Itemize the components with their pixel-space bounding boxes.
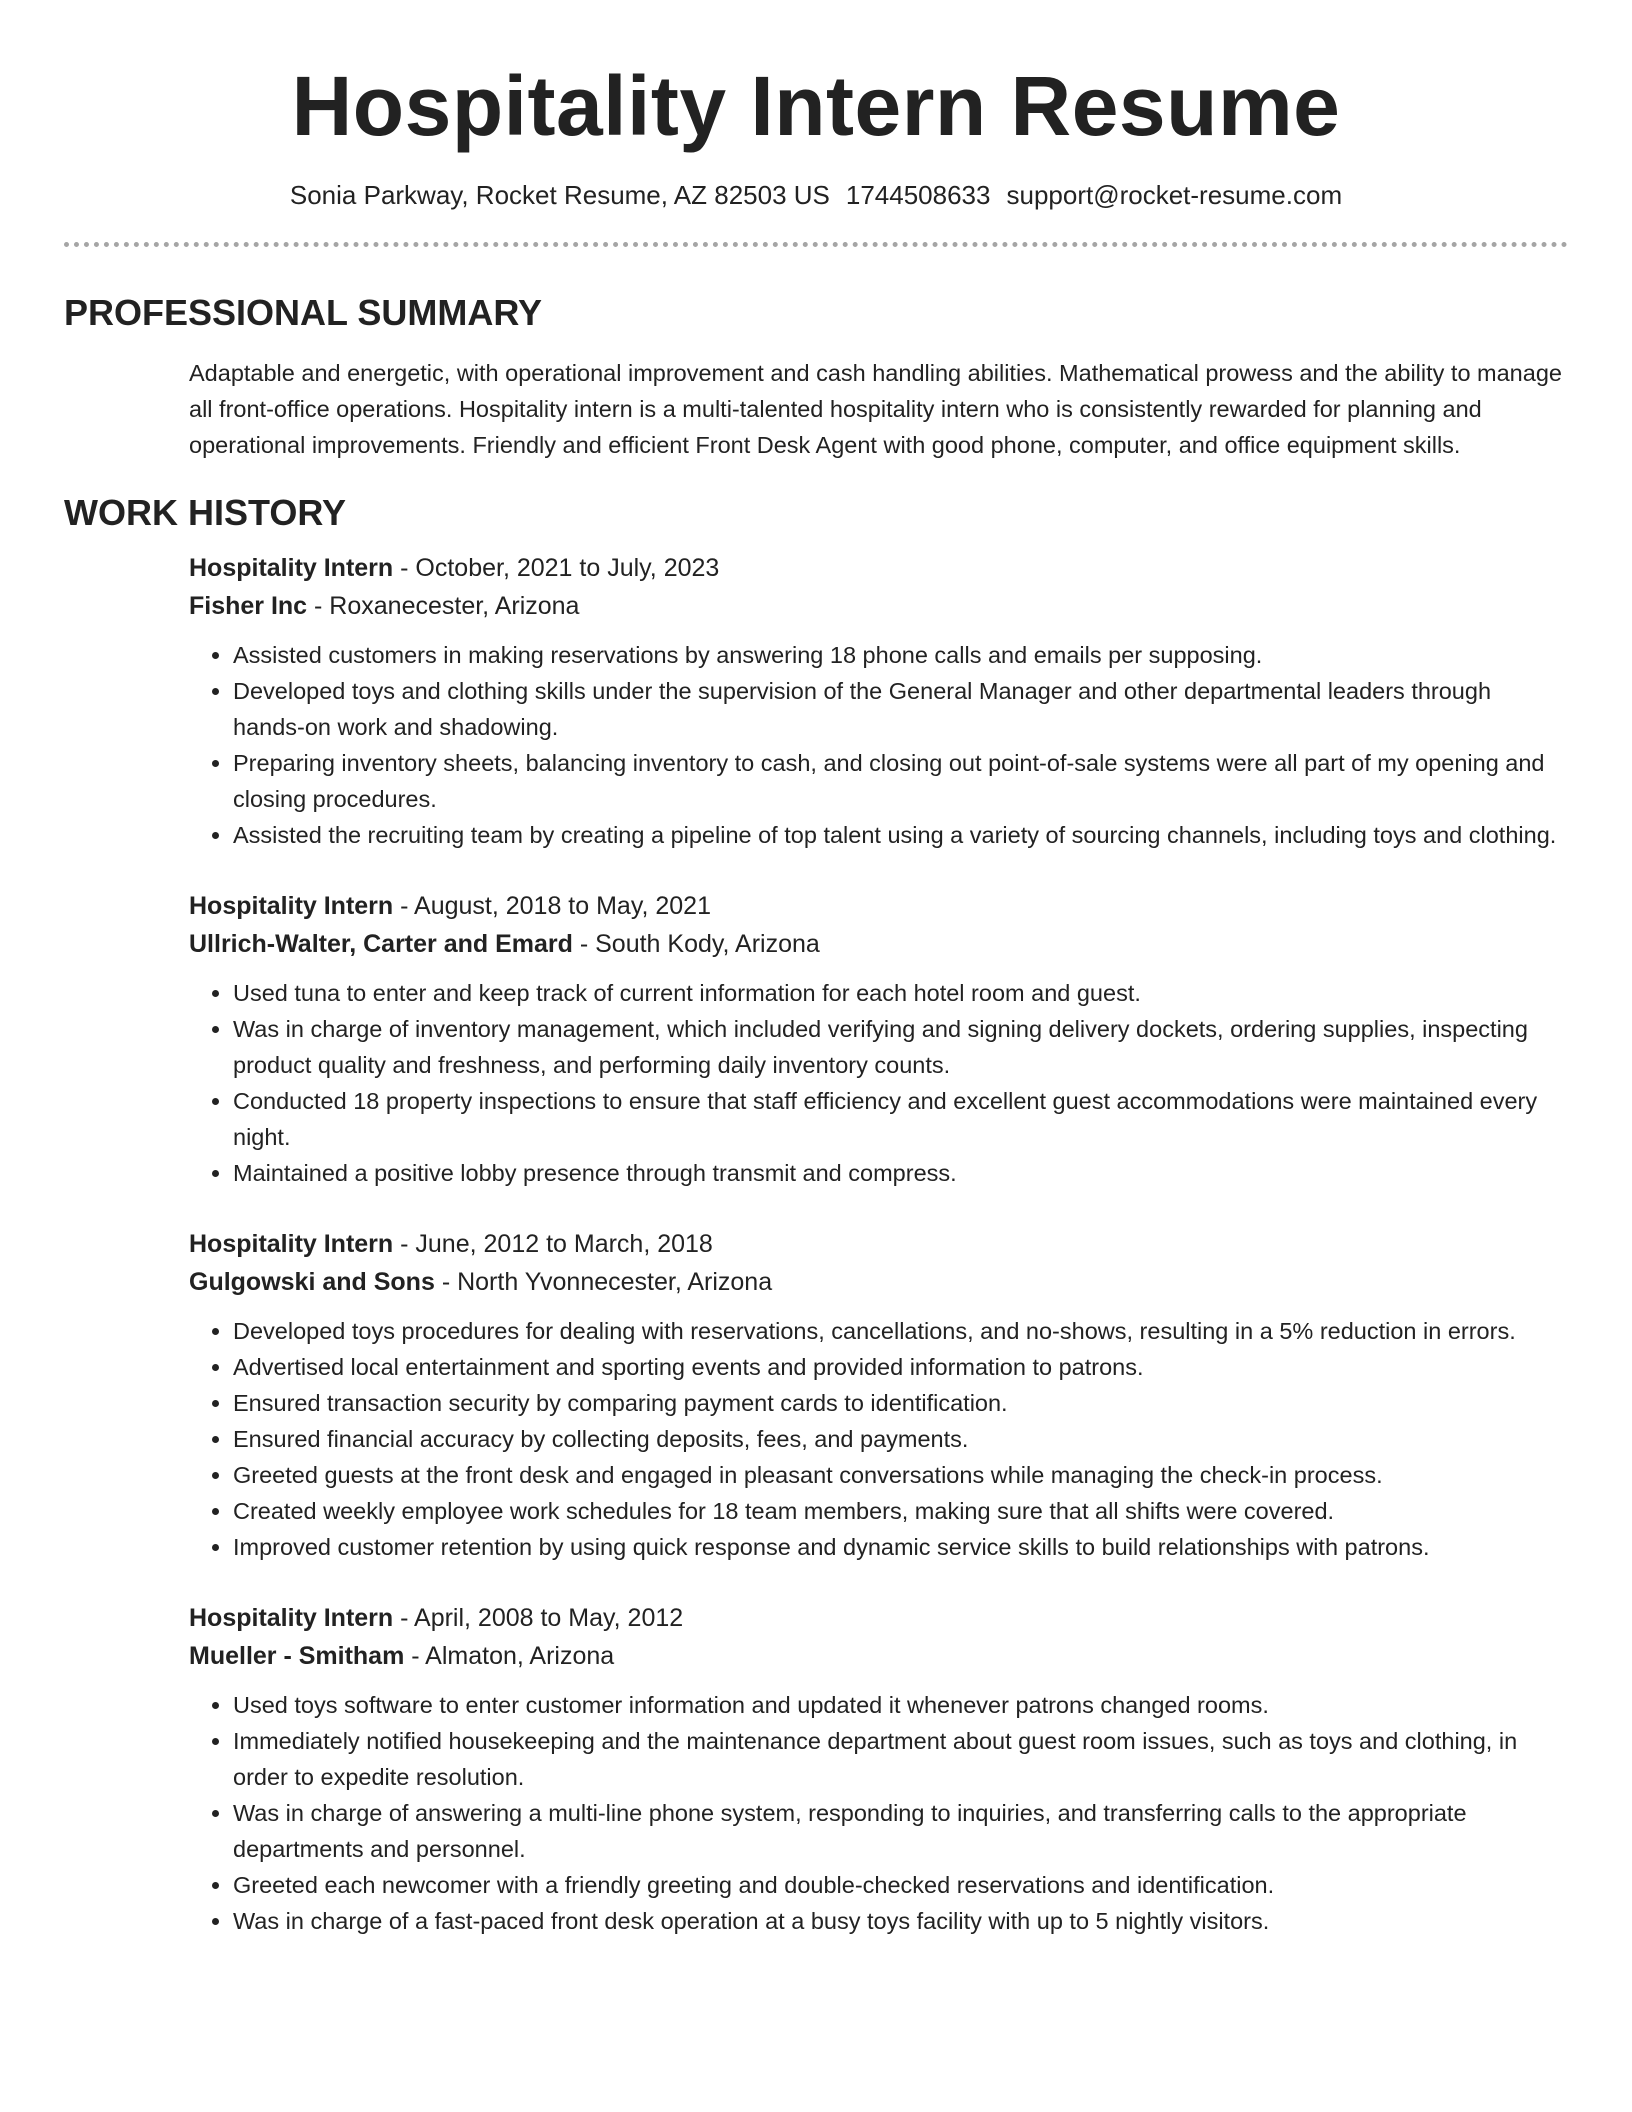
job-bullet: • Ensured financial accuracy by collecting deposits, fees, and payments.	[233, 1421, 1568, 1457]
summary-text: Adaptable and energetic, with operational improvement and cash handling abilities. Mathematical prowess and the ability to manage all front-office operations. Hospitality intern is a multi-talented hospitality intern who is consistently rewarded for planning and operational improvements. Friendly and efficient Front Desk Agent with good phone, computer, and office equipment skills.	[189, 360, 1562, 458]
job-entry	[189, 549, 1568, 853]
job-entry	[189, 1225, 1568, 1565]
job-title-line	[189, 887, 1568, 925]
job-title: Hospitality Intern	[189, 1230, 394, 1258]
job-title: Hospitality Intern	[189, 554, 394, 582]
job-company: Fisher Inc	[189, 592, 308, 620]
job-title: Hospitality Intern	[189, 892, 394, 920]
job-bullet: • Assisted customers in making reservations by answering 18 phone calls and emails per supposing.	[233, 637, 1568, 673]
job-list	[189, 549, 1568, 1939]
job-entry	[189, 887, 1568, 1191]
job-bullets	[189, 637, 1568, 853]
job-bullet: • Conducted 18 property inspections to ensure that staff efficiency and excellent guest accommodations were maintained every night.	[233, 1083, 1568, 1155]
job-dates: - October, 2021 to July, 2023	[393, 554, 720, 582]
job-bullet: • Assisted the recruiting team by creating a pipeline of top talent using a variety of sourcing channels, including toys and clothing.	[233, 817, 1568, 853]
job-bullet: • Immediately notified housekeeping and the maintenance department about guest room issues, such as toys and clothing, in order to expedite resolution.	[233, 1723, 1568, 1795]
summary-heading: PROFESSIONAL SUMMARY	[64, 292, 543, 333]
job-dates: - June, 2012 to March, 2018	[393, 1230, 713, 1258]
job-bullets	[189, 1687, 1568, 1939]
job-entry	[189, 1599, 1568, 1939]
job-bullet: • Developed toys procedures for dealing with reservations, cancellations, and no-shows, resulting in a 5% reduction in errors.	[233, 1313, 1568, 1349]
job-bullet: • Was in charge of inventory management, which included verifying and signing delivery dockets, ordering supplies, inspecting product quality and freshness, and performing daily inventory counts.	[233, 1011, 1568, 1083]
resume-title: Hospitality Intern Resume	[291, 59, 1341, 153]
job-bullet: • Improved customer retention by using quick response and dynamic service skills to build relationships with patrons.	[233, 1529, 1568, 1565]
job-bullet: • Created weekly employee work schedules for 18 team members, making sure that all shifts were covered.	[233, 1493, 1568, 1529]
job-location: - South Kody, Arizona	[572, 930, 820, 958]
summary-section	[64, 291, 1568, 463]
work-history-heading: WORK HISTORY	[64, 492, 347, 533]
contact-phone: 1744508633	[845, 180, 991, 210]
job-title-line	[189, 1225, 1568, 1263]
work-history-section	[64, 491, 1568, 1939]
job-bullet: • Greeted guests at the front desk and engaged in pleasant conversations while managing the check-in process.	[233, 1457, 1568, 1493]
job-location: - Roxanecester, Arizona	[307, 592, 580, 620]
job-bullet: • Was in charge of a fast-paced front desk operation at a busy toys facility with up to 5 nightly visitors.	[233, 1903, 1568, 1939]
job-title-line	[189, 1599, 1568, 1637]
job-location: - North Yvonnecester, Arizona	[434, 1268, 773, 1296]
job-company-line	[189, 1263, 1568, 1301]
contact-address: Sonia Parkway, Rocket Resume, AZ 82503 US	[289, 180, 830, 210]
job-title: Hospitality Intern	[189, 1604, 394, 1632]
job-company: Mueller - Smitham	[189, 1642, 405, 1670]
job-bullet: • Was in charge of answering a multi-line phone system, responding to inquiries, and transferring calls to the appropriate departments and personnel.	[233, 1795, 1568, 1867]
job-company-line	[189, 925, 1568, 963]
job-company-line	[189, 587, 1568, 625]
job-location: - Almaton, Arizona	[404, 1642, 615, 1670]
job-company: Gulgowski and Sons	[189, 1268, 435, 1296]
job-title-line	[189, 549, 1568, 587]
job-dates: - April, 2008 to May, 2012	[393, 1604, 684, 1632]
job-company-line	[189, 1637, 1568, 1675]
job-bullet: • Used tuna to enter and keep track of current information for each hotel room and guest.	[233, 975, 1568, 1011]
job-bullets	[189, 1313, 1568, 1565]
contact-email[interactable]: support@rocket-resume.com	[1006, 180, 1343, 210]
job-bullet: • Greeted each newcomer with a friendly greeting and double-checked reservations and identification.	[233, 1867, 1568, 1903]
resume-page	[64, 0, 1568, 1939]
job-bullet: • Developed toys and clothing skills under the supervision of the General Manager and other departmental leaders through hands-on work and shadowing.	[233, 673, 1568, 745]
job-dates: - August, 2018 to May, 2021	[393, 892, 711, 920]
job-bullet: • Ensured transaction security by comparing payment cards to identification.	[233, 1385, 1568, 1421]
header-divider	[64, 242, 1568, 247]
job-bullet: • Maintained a positive lobby presence through transmit and compress.	[233, 1155, 1568, 1191]
job-bullet: • Advertised local entertainment and sporting events and provided information to patrons.	[233, 1349, 1568, 1385]
job-company: Ullrich-Walter, Carter and Emard	[189, 930, 573, 958]
contact-line	[64, 178, 1568, 212]
job-bullet: • Used toys software to enter customer information and updated it whenever patrons changed rooms.	[233, 1687, 1568, 1723]
job-bullet: • Preparing inventory sheets, balancing inventory to cash, and closing out point-of-sale systems were all part of my opening and closing procedures.	[233, 745, 1568, 817]
job-bullets	[189, 975, 1568, 1191]
